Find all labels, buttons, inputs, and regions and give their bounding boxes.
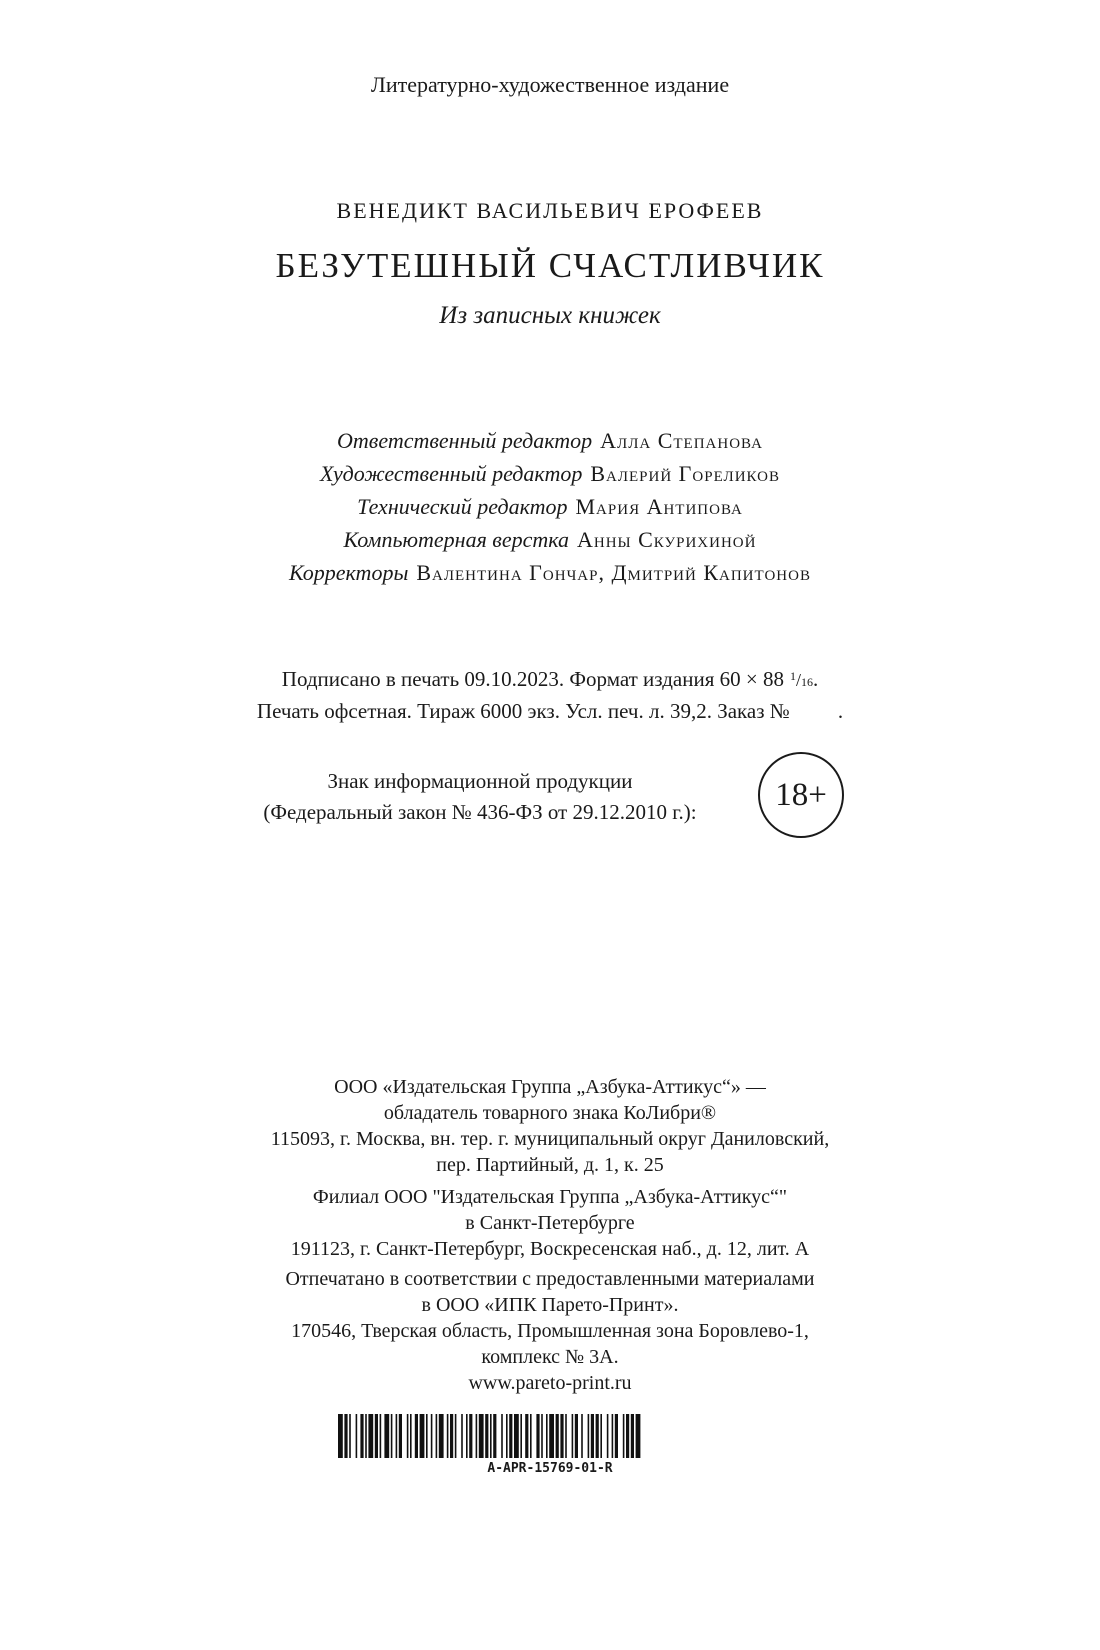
imprint-line: в ООО «ИПК Парето-Принт». xyxy=(421,1294,679,1316)
barcode-bar xyxy=(476,1414,478,1458)
barcode-bar xyxy=(439,1414,444,1458)
info-sign-line: Знак информационной продукции xyxy=(327,769,633,793)
imprint-line: 191123, г. Санкт-Петербург, Воскресенская наб., д. 12, лит. А xyxy=(290,1238,810,1260)
credit-person: Мария Антипова xyxy=(575,494,743,519)
print-info-line-2: Печать офсетная. Тираж 6000 экз. Усл. печ. л. 39,2. Заказ № . xyxy=(256,699,844,723)
barcode-bar xyxy=(447,1414,449,1458)
print-info-line-1: Подписано в печать 09.10.2023. Формат издания 60 × 88 $^1$/16. xyxy=(281,667,819,691)
age-rating-text: 18+ xyxy=(775,776,827,813)
barcode-bar xyxy=(368,1414,373,1458)
credit-role: Ответственный редактор xyxy=(337,428,593,453)
barcode-bar xyxy=(588,1414,590,1458)
credit-line xyxy=(0,494,1100,520)
barcode-bar xyxy=(466,1414,468,1458)
barcode-bar xyxy=(356,1414,358,1458)
barcode-bar xyxy=(560,1414,563,1458)
barcode-bar xyxy=(525,1414,528,1458)
barcode-bar xyxy=(490,1414,492,1458)
barcode-bar xyxy=(479,1414,484,1458)
book-title: БЕЗУТЕШНЫЙ СЧАСТЛИВЧИК xyxy=(275,246,825,285)
format-fraction-slash: / xyxy=(795,670,801,690)
barcode-bar xyxy=(349,1414,351,1458)
barcode-bar xyxy=(384,1414,389,1458)
credit-line xyxy=(0,428,1100,454)
barcode-bar xyxy=(514,1414,519,1458)
barcode-bar xyxy=(375,1414,378,1458)
print-info-text: Подписано в печать 09.10.2023. Формат издания 60 × 88 xyxy=(281,667,784,691)
barcode-bar xyxy=(575,1414,578,1458)
author-name: ВЕНЕДИКТ ВАСИЛЬЕВИЧ ЕРОФЕЕВ xyxy=(336,198,764,223)
barcode-bar xyxy=(338,1414,343,1458)
imprint-line: 170546, Тверская область, Промышленная зона Боровлево-1, xyxy=(291,1320,809,1342)
barcode-bar xyxy=(612,1414,614,1458)
barcode-bar xyxy=(410,1414,412,1458)
barcode-bar xyxy=(450,1414,453,1458)
credit-line xyxy=(0,527,1100,553)
imprint-branch xyxy=(0,1184,1100,1262)
barcode-bar xyxy=(415,1414,418,1458)
barcode-bar xyxy=(407,1414,409,1458)
barcode-bar xyxy=(530,1414,532,1458)
credit-line xyxy=(0,560,1100,586)
format-fraction-denominator: 16 xyxy=(800,675,813,689)
credit-person: Анны Скурихиной xyxy=(577,527,757,552)
age-rating-badge xyxy=(758,752,844,838)
barcode-bar xyxy=(556,1414,559,1458)
barcode-code: A-APR-15769-01-R xyxy=(487,1461,613,1476)
barcode-bar xyxy=(565,1414,567,1458)
barcode-bar xyxy=(493,1414,496,1458)
printer-website: www.pareto-print.ru xyxy=(468,1372,632,1394)
credit-role: Корректоры xyxy=(289,560,409,585)
credit-person: Валерий Гореликов xyxy=(590,461,781,486)
imprint-line: Отпечатано в соответствии с предоставленными материалами xyxy=(285,1268,815,1290)
barcode-bar xyxy=(596,1414,599,1458)
barcode-bar xyxy=(581,1414,583,1458)
imprint-line: комплекс № 3А. xyxy=(481,1346,619,1368)
barcode-bar xyxy=(461,1414,463,1458)
barcode-bar xyxy=(520,1414,522,1458)
barcode-bar xyxy=(455,1414,457,1458)
barcode-bar xyxy=(431,1414,433,1458)
imprint-line: обладатель товарного знака КоЛибри® xyxy=(383,1102,717,1124)
barcode-bar xyxy=(506,1414,508,1458)
barcode-bar xyxy=(636,1414,641,1458)
credit-role: Технический редактор xyxy=(357,494,568,519)
barcode-bar xyxy=(420,1414,425,1458)
barcode-bar xyxy=(615,1414,618,1458)
barcode-bar xyxy=(541,1414,543,1458)
barcode-bar xyxy=(501,1414,503,1458)
imprint-line: Филиал ООО "Издательская Группа „Азбука-Аттикус“" xyxy=(312,1186,788,1208)
credit-role: Компьютерная верстка xyxy=(343,527,569,552)
imprint-line: в Санкт-Петербурге xyxy=(465,1212,635,1234)
barcode-bar xyxy=(591,1414,594,1458)
barcode-bar xyxy=(344,1414,347,1458)
imprint-publisher xyxy=(0,1074,1100,1178)
format-fraction-numerator: 1 xyxy=(789,669,796,683)
info-sign-text xyxy=(240,766,720,828)
barcode-bar xyxy=(399,1414,402,1458)
barcode-bar xyxy=(360,1414,363,1458)
barcode-bar xyxy=(436,1414,438,1458)
barcode-bar xyxy=(365,1414,367,1458)
barcode-bar xyxy=(380,1414,382,1458)
barcode-bar xyxy=(546,1414,548,1458)
info-sign-law: (Федеральный закон № 436-ФЗ от 29.12.2010 г.): xyxy=(263,800,697,824)
imprint-line: 115093, г. Москва, вн. тер. г. муниципальный округ Даниловский, xyxy=(270,1128,830,1150)
credit-role: Художественный редактор xyxy=(319,461,583,486)
credit-person: Алла Степанова xyxy=(600,428,763,453)
barcode-bar xyxy=(391,1414,393,1458)
edition-type: Литературно-художественное издание xyxy=(370,72,730,97)
book-subtitle: Из записных книжек xyxy=(439,302,661,329)
barcode-bar xyxy=(396,1414,398,1458)
barcode-bar xyxy=(631,1414,634,1458)
credit-line xyxy=(0,461,1100,487)
barcode-bar xyxy=(509,1414,512,1458)
barcode-bar xyxy=(572,1414,574,1458)
barcode-bar xyxy=(426,1414,428,1458)
barcode-bar xyxy=(536,1414,539,1458)
imprint-printer xyxy=(0,1266,1100,1396)
barcode-bar xyxy=(626,1414,629,1458)
barcode-bar xyxy=(623,1414,625,1458)
credit-person: Валентина Гончар, Дмитрий Капитонов xyxy=(416,560,811,585)
imprint-line: ООО «Издательская Группа „Азбука-Аттикус“» — xyxy=(334,1076,766,1098)
barcode-bar xyxy=(469,1414,472,1458)
barcode-bar xyxy=(485,1414,488,1458)
barcode-bar xyxy=(600,1414,602,1458)
print-info-text: Печать офсетная. Тираж 6000 экз. Усл. печ. л. 39,2. Заказ № xyxy=(256,699,790,723)
imprint-line: пер. Партийный, д. 1, к. 25 xyxy=(436,1154,664,1176)
barcode-graphic xyxy=(338,1414,762,1458)
barcode-bar xyxy=(549,1414,554,1458)
barcode-bar xyxy=(607,1414,609,1458)
